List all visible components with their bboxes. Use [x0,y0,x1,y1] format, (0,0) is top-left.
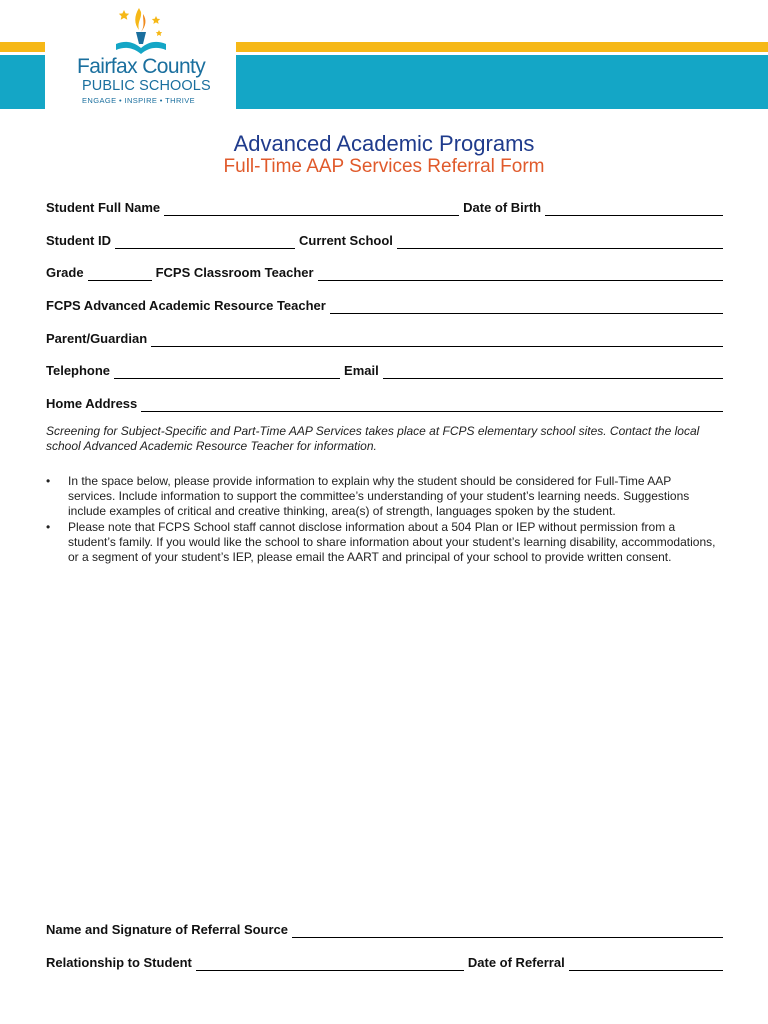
relationship-input[interactable] [196,956,464,971]
parent-input[interactable] [151,332,723,347]
org-tagline: ENGAGE • INSPIRE • THRIVE [82,96,196,105]
parent-label: Parent/Guardian [46,331,148,346]
referral-source-input[interactable] [292,923,723,938]
dob-input[interactable] [545,201,723,216]
screening-note: Screening for Subject-Specific and Part-Time AAP Services takes place at FCPS elementary school sites. Contact the local school Advanced Academic Resource Teacher for information. [46,424,700,453]
org-subname: PUBLIC SCHOOLS [82,78,211,94]
list-item [46,474,716,519]
classroom-teacher-input[interactable] [318,266,723,281]
header-band-teal-left [0,55,45,109]
row-id-school [46,229,723,249]
home-address-label: Home Address [46,396,138,411]
row-grade-teacher [46,261,723,281]
student-id-input[interactable] [115,234,295,249]
student-name-input[interactable] [164,201,459,216]
aart-label: FCPS Advanced Academic Resource Teacher [46,298,326,313]
list-item [46,520,716,565]
page-title: Advanced Academic Programs [233,131,535,156]
bullet-text: Please note that FCPS School staff cannot disclose information about a 504 Plan or IEP without permission from a student’s family. If you would like the school to share information about your student’s learning disability, accommodations, or a segment of your student’s IEP, please email the AART and principal of your school to provide written consent. [68,520,716,564]
page-subtitle: Full-Time AAP Services Referral Form [223,156,545,177]
torch-book-icon [112,4,170,56]
date-of-referral-label: Date of Referral [467,955,565,970]
bullet-icon: • [46,474,51,488]
date-of-referral-input[interactable] [569,956,723,971]
home-address-input[interactable] [141,397,723,412]
row-phone-email [46,359,723,379]
header-band-yellow-right [236,42,768,52]
bullet-text: In the space below, please provide information to explain why the student should be considered for Full-Time AAP services. Include information to support the committee’s understanding of your student’s learning needs. Suggestions include examples of critical and creative thinking, area(s) of strength, languages spoken by the student. [68,474,690,518]
telephone-label: Telephone [46,363,111,378]
header-band-teal-right [236,55,768,109]
student-name-label: Student Full Name [46,200,161,215]
row-address [46,392,723,412]
email-label: Email [344,363,379,378]
row-name-dob [46,196,723,216]
grade-input[interactable] [88,266,152,281]
referral-source-label: Name and Signature of Referral Source [46,922,289,937]
telephone-input[interactable] [114,364,340,379]
relationship-label: Relationship to Student [46,955,192,970]
current-school-input[interactable] [397,234,723,249]
header-band-yellow-left [0,42,45,52]
aart-input[interactable] [330,299,723,314]
row-relationship-date [46,951,723,971]
logo [45,0,236,118]
grade-label: Grade [46,265,84,280]
instructions-list [46,474,716,566]
row-aart [46,294,723,314]
bullet-icon: • [46,520,51,534]
current-school-label: Current School [299,233,393,248]
classroom-teacher-label: FCPS Classroom Teacher [155,265,314,280]
dob-label: Date of Birth [463,200,542,215]
email-input[interactable] [383,364,723,379]
org-name: Fairfax County [77,55,206,78]
row-parent [46,327,723,347]
student-id-label: Student ID [46,233,111,248]
row-referral-source [46,918,723,938]
